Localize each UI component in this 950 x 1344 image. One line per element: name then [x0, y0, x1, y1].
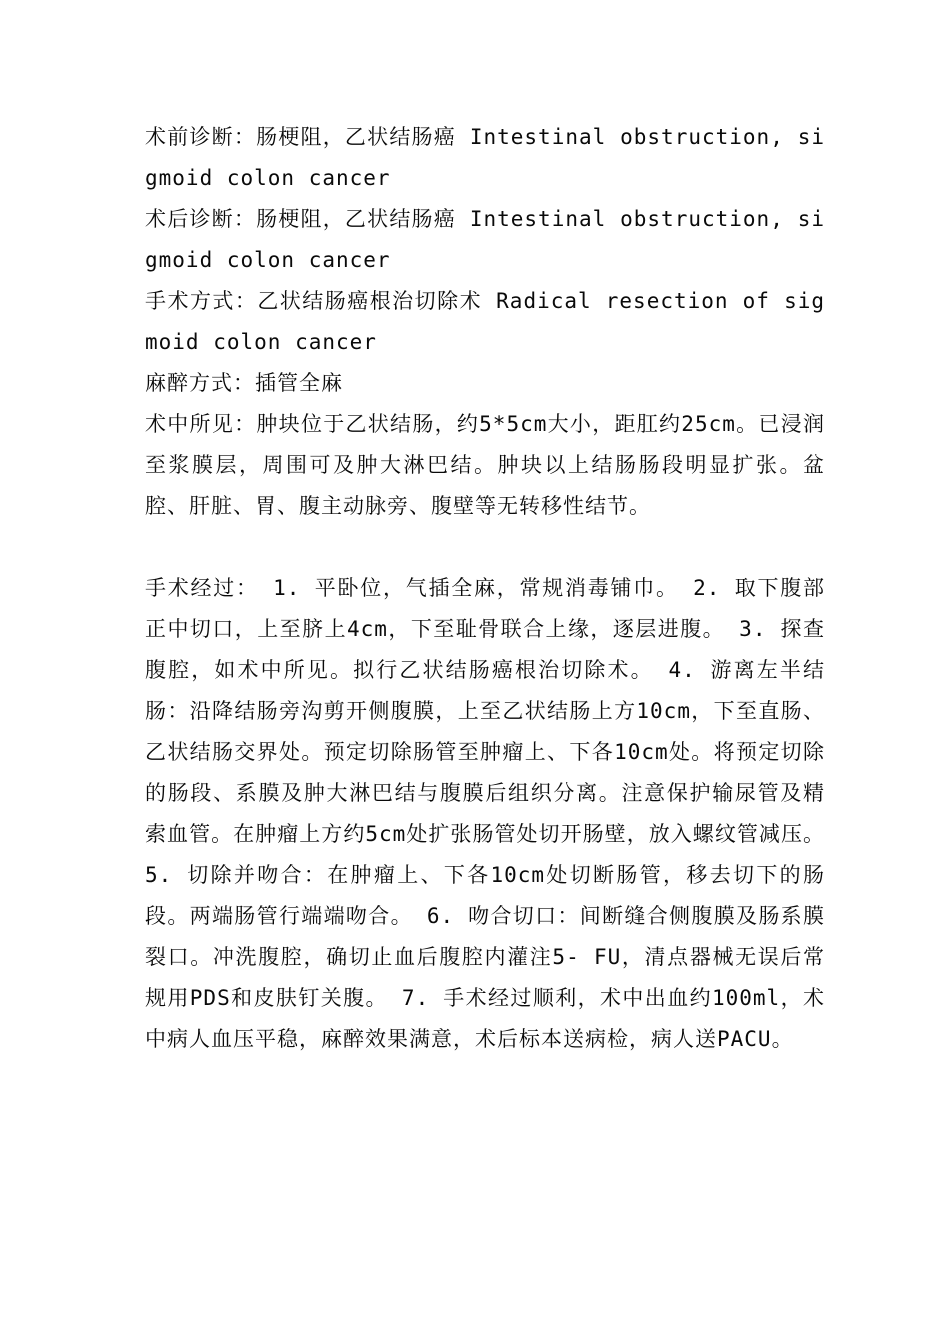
surgical-course: 手术经过： 1. 平卧位，气插全麻，常规消毒铺巾。 2. 取下腹部正中切口，上至脐上4cm，下至耻骨联合上缘，逐层进腹。 3. 探查腹腔，如术中所见。拟行乙状结肠癌根治切除术。 4. 游离左半结肠：沿降结肠旁沟剪开侧腹膜，上至乙状结肠上方10cm，下至直肠、乙状结肠交界处。预定切除肠管至肿瘤上、下各10cm处。将预定切除的肠段、系膜及肿大淋巴结与腹膜后组织分离。注意保护输尿管及精索血管。在肿瘤上方约5cm处扩张肠管处切开肠壁，放入螺纹管减压。 5. 切除并吻合：在肿瘤上、下各10cm处切断肠管，移去切下的肠段。两端肠管行端端吻合。 6. 吻合切口：间断缝合侧腹膜及肠系膜裂口。冲洗腹腔，确切止血后腹腔内灌注5- FU，清点器械无误后常规用PDS和皮肤钉关腹。 7. 手术经过顺利，术中出血约100ml，术中病人血压平稳，麻醉效果满意，术后标本送病检，病人送PACU。: [145, 576, 825, 1051]
intraop-findings: 术中所见：肿块位于乙状结肠，约5*5cm大小，距肛约25cm。已浸润至浆膜层，周围可及肿大淋巴结。肿块以上结肠肠段明显扩张。盆腔、肝脏、胃、腹主动脉旁、腹壁等无转移性结节。: [145, 412, 825, 518]
preop-diagnosis: 术前诊断：肠梗阻，乙状结肠癌 Intestinal obstruction, sigmoid colon cancer: [145, 125, 825, 190]
procedure-method: 手术方式：乙状结肠癌根治切除术 Radical resection of sigmoid colon cancer: [145, 289, 825, 354]
postop-diagnosis: 术后诊断：肠梗阻，乙状结肠癌 Intestinal obstruction, sigmoid colon cancer: [145, 207, 825, 272]
paragraph-spacer: [145, 527, 825, 568]
anesthesia-method: 麻醉方式：插管全麻: [145, 371, 343, 395]
operation-record: [145, 117, 825, 1060]
